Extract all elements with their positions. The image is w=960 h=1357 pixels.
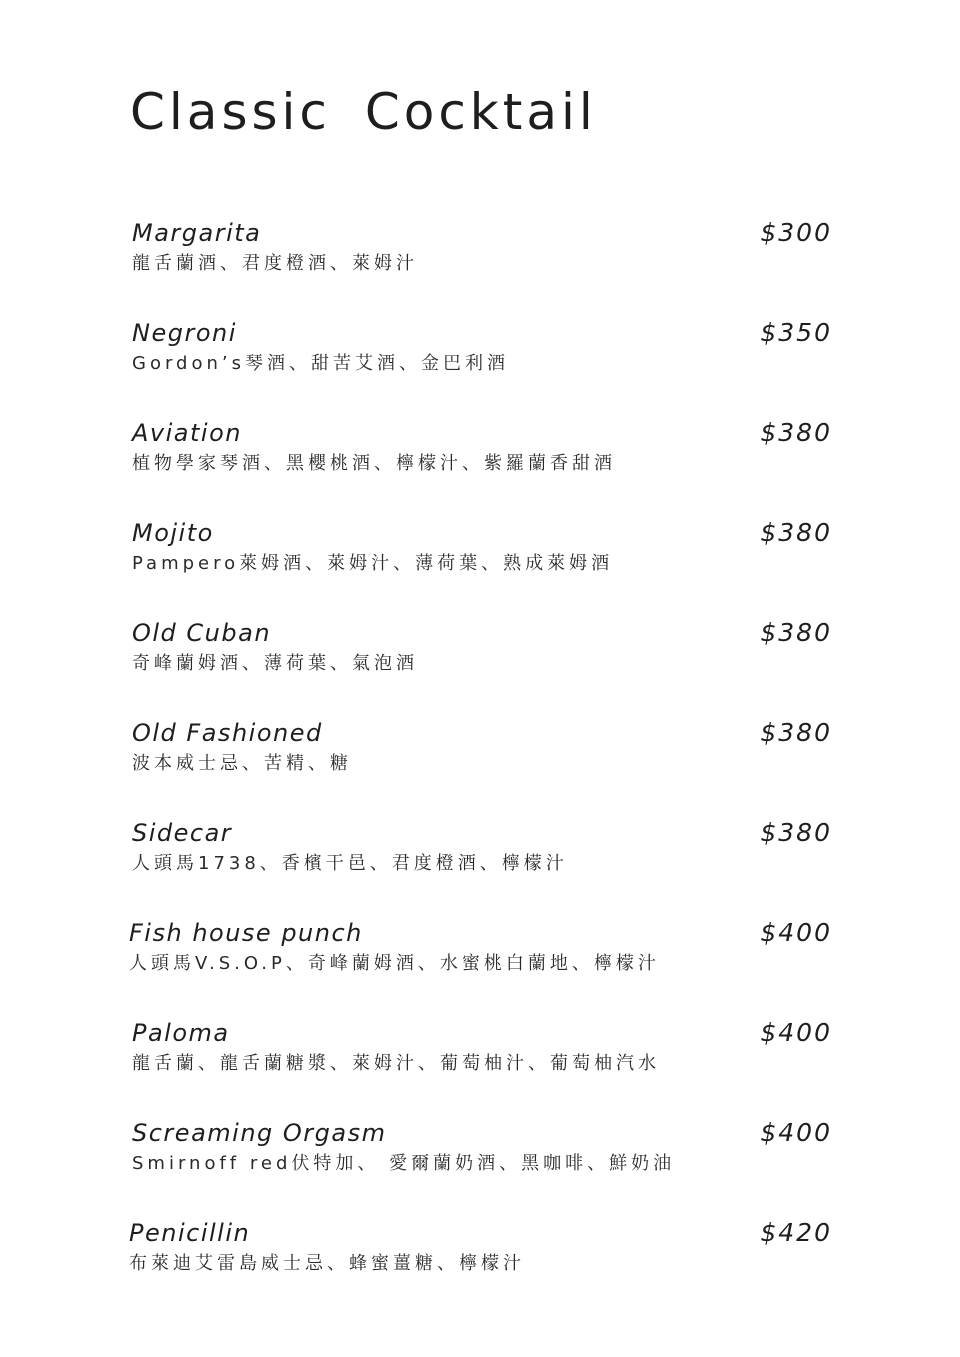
item-description: Smirnoff red伏特加、 愛爾蘭奶酒、黑咖啡、鮮奶油 <box>132 1153 676 1174</box>
item-name: Penicillin <box>129 1219 251 1247</box>
item-name: Aviation <box>132 419 242 447</box>
menu-title: Classic Cocktail <box>130 83 597 141</box>
item-name: Mojito <box>132 519 214 547</box>
item-price: $350 <box>760 318 832 347</box>
menu-item <box>129 918 832 988</box>
item-price: $380 <box>760 618 832 647</box>
menu-item <box>132 1018 832 1088</box>
item-price: $420 <box>760 1218 832 1247</box>
item-price: $300 <box>760 218 832 247</box>
item-description: 龍舌蘭酒、君度橙酒、萊姆汁 <box>132 253 418 274</box>
item-price: $400 <box>760 1118 832 1147</box>
item-description: 植物學家琴酒、黑櫻桃酒、檸檬汁、紫羅蘭香甜酒 <box>132 453 616 474</box>
item-price: $380 <box>760 818 832 847</box>
item-name: Old Cuban <box>132 619 272 647</box>
item-description: 奇峰蘭姆酒、薄荷葉、氣泡酒 <box>132 653 418 674</box>
menu-item <box>132 318 832 388</box>
item-name: Screaming Orgasm <box>132 1119 387 1147</box>
menu-item <box>132 718 832 788</box>
item-price: $380 <box>760 418 832 447</box>
menu-item <box>129 1218 832 1288</box>
item-price: $400 <box>760 1018 832 1047</box>
item-description: 龍舌蘭、龍舌蘭糖漿、萊姆汁、葡萄柚汁、葡萄柚汽水 <box>132 1053 660 1074</box>
menu-item <box>132 1118 832 1188</box>
menu-item <box>132 218 832 288</box>
item-description: 人頭馬1738、香檳干邑、君度橙酒、檸檬汁 <box>132 853 568 874</box>
item-description: 波本威士忌、苦精、糖 <box>132 753 352 774</box>
item-description: 人頭馬V.S.O.P、奇峰蘭姆酒、水蜜桃白蘭地、檸檬汁 <box>129 953 660 974</box>
item-price: $380 <box>760 518 832 547</box>
item-description: Pampero萊姆酒、萊姆汁、薄荷葉、熟成萊姆酒 <box>132 553 614 574</box>
menu-item <box>132 618 832 688</box>
menu-item <box>132 818 832 888</box>
menu-item <box>132 518 832 588</box>
item-name: Negroni <box>132 319 237 347</box>
item-price: $380 <box>760 718 832 747</box>
item-name: Paloma <box>132 1019 230 1047</box>
item-name: Margarita <box>132 219 262 247</box>
item-description: Gordon’s琴酒、甜苦艾酒、金巴利酒 <box>132 353 509 374</box>
item-name: Old Fashioned <box>132 719 323 747</box>
menu-item <box>132 418 832 488</box>
item-name: Fish house punch <box>129 919 363 947</box>
item-price: $400 <box>760 918 832 947</box>
item-name: Sidecar <box>132 819 233 847</box>
item-description: 布萊迪艾雷島威士忌、蜂蜜薑糖、檸檬汁 <box>129 1253 525 1274</box>
